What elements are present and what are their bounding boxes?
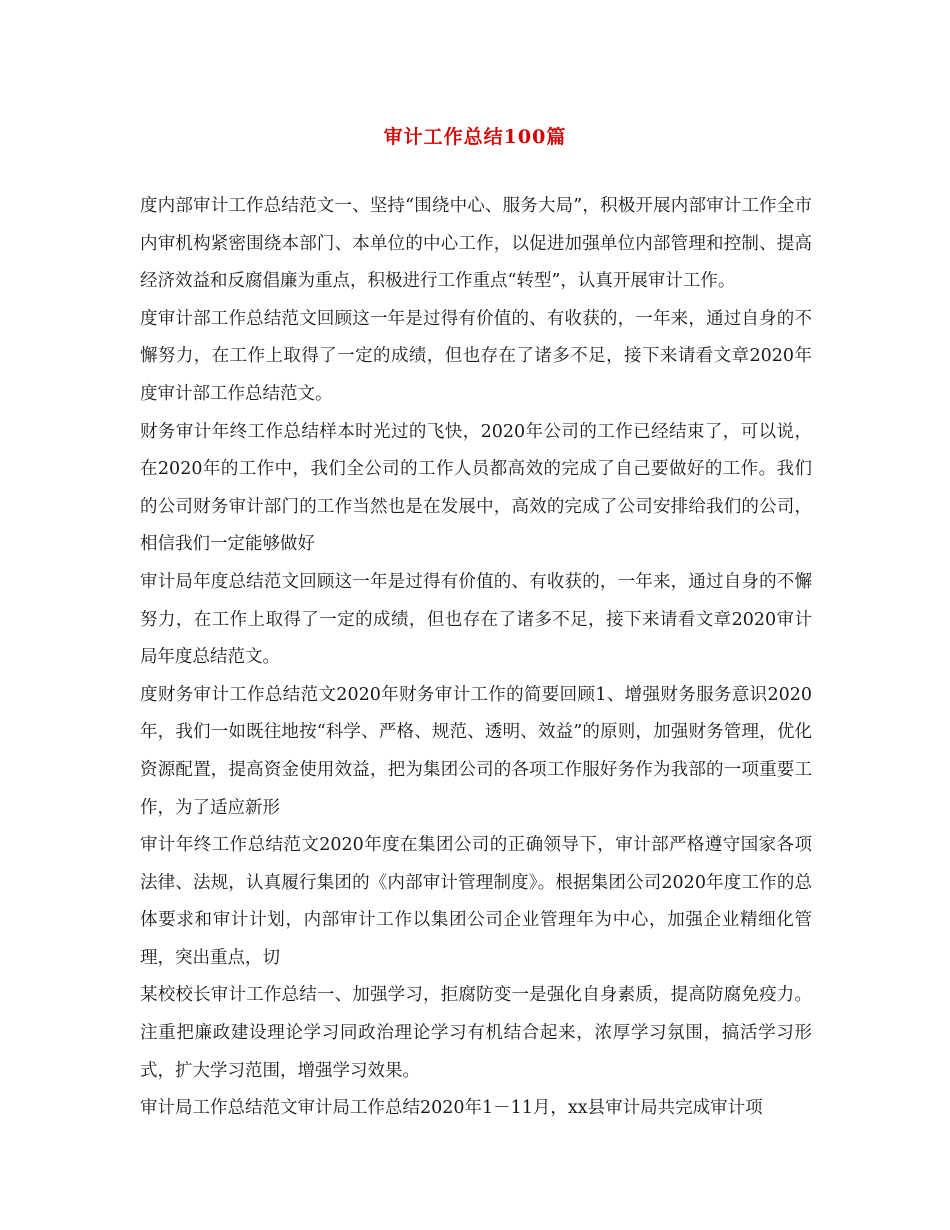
paragraph-audit-bureau-work: 审计局工作总结范文审计局工作总结2020年1－11月，xx县审计局共完成审计项	[140, 1098, 763, 1119]
paragraph-audit-yearend-group: 审计年终工作总结范文2020年度在集团公司的正确领导下，审计部严格遵守国家各项法律、法规，认真履行集团的《内部审计管理制度》。根据集团公司2020年度工作的总体要求和审计计划，内部审计工作以集团公司企业管理年为中心，加强企业精细化管理，突出重点，切	[140, 835, 812, 968]
paragraph-audit-bureau-annual: 审计局年度总结范文回顾这一年是过得有价值的、有收获的，一年来，通过自身的不懈努力，在工作上取得了一定的成绩，但也存在了诸多不足，接下来请看文章2020审计局年度总结范文。	[140, 571, 812, 668]
paragraph-audit-dept: 度审计部工作总结范文回顾这一年是过得有价值的、有收获的，一年来，通过自身的不懈努力，在工作上取得了一定的成绩，但也存在了诸多不足，接下来请看文章2020年度审计部工作总结范文。	[140, 308, 812, 404]
paragraph-principal-audit: 某校校长审计工作总结一、加强学习，拒腐防变一是强化自身素质，提高防腐免疫力。注重把廉政建设理论学习同政治理论学习有机结合起来，浓厚学习氛围，搞活学习形式，扩大学习范围，增强学习效果。	[140, 985, 812, 1081]
paragraph-financial-audit-review: 度财务审计工作总结范文2020年财务审计工作的简要回顾1、增强财务服务意识2020年，我们一如既往地按“科学、严格、规范、透明、效益”的原则，加强财务管理，优化资源配置，提高资金使用效益，把为集团公司的各项工作服好务作为我部的一项重要工作，为了适应新形	[140, 684, 812, 818]
document-title: 审计工作总结100篇	[383, 126, 567, 148]
paragraph-financial-audit-yearend: 财务审计年终工作总结样本时光过的飞快，2020年公司的工作已经结束了，可以说，在2020年的工作中，我们全公司的工作人员都高效的完成了自己要做好的工作。我们的公司财务审计部门的工作当然也是在发展中，高效的完成了公司安排给我们的公司，相信我们一定能够做好	[140, 421, 812, 555]
paragraph-internal-audit: 度内部审计工作总结范文一、坚持“围绕中心、服务大局”，积极开展内部审计工作全市内审机构紧密围绕本部门、本单位的中心工作，以促进加强单位内部管理和控制、提高经济效益和反腐倡廉为重点，积极进行工作重点“转型”，认真开展审计工作。	[140, 196, 812, 292]
document-body	[140, 188, 812, 1128]
